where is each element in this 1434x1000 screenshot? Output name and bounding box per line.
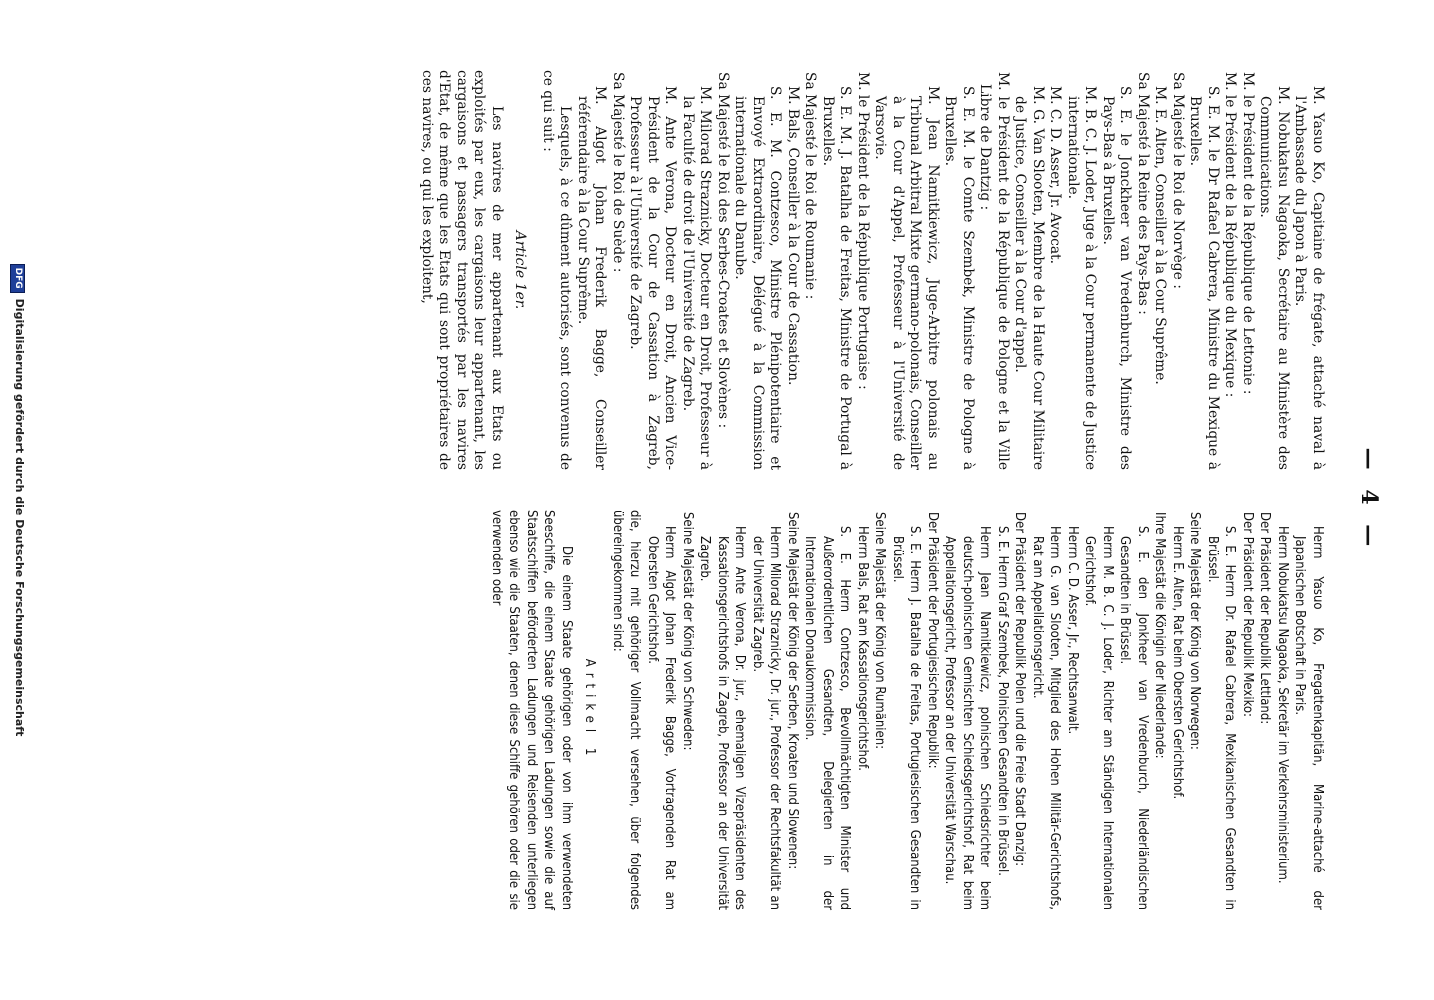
french-paragraph: M. E. Alten, Conseiller à la Cour Suprême.	[1152, 86, 1169, 385]
french-paragraph: M. Jean Namitkiewicz, Juge-Arbitre polonais au Tribunal Arbitral Mixte germano-polonais, Conseiller à la Cour d'Appel, Professeur à l'Université de Varsovie.	[872, 86, 941, 470]
german-paragraph: Der Präsident der Portugiesischen Republik:	[925, 512, 940, 769]
french-paragraph: S. E. M. J. Batalha de Freitas, Ministre de Portugal à Bruxelles.	[820, 86, 854, 470]
german-paragraph: S. E. Herrn Graf Szembek, Polnischen Gesandten in Brüssel.	[995, 526, 1010, 876]
german-paragraph: Die einem Staate gehörigen oder von ihm verwendeten Seeschiffe, die einem Staate gehörigen Ladungen sowie die auf Staatsschiffen beförderten Ladungen und Reisenden unterliegen ebenso wie die Staaten, denen diese Schiffe gehören oder die sie verwenden oder	[489, 510, 574, 910]
footer-credit	[10, 0, 26, 1000]
german-paragraph: Seine Majestät der König von Rumänien:	[872, 512, 888, 750]
french-paragraph: S. E. le Jonckheer van Vredenburch, Ministre des Pays-Bas à Bruxelles.	[1100, 86, 1134, 470]
german-paragraph: Herrn Ante Verona, Dr. jur., ehemaligen Vizepräsidenten des Kassationsgerichtshofs in Zagreb, Professor an der Universität Zagreb.	[697, 526, 748, 910]
footer-credit-text: Digitalisierung gefördert durch die Deutsche Forschungsgemeinschaft	[13, 298, 26, 737]
german-paragraph: Herrn Yasuo Ko, Fregattenkapitän, Marine-attaché der Japanischen Botschaft in Paris.	[1292, 526, 1325, 910]
french-paragraph: Sa Majesté le Roi de Roumanie :	[802, 72, 819, 300]
german-paragraph: Der Präsident der Republik Lettland:	[1257, 512, 1273, 725]
french-paragraph: M. le Président de la République de Pologne et la Ville Libre de Dantzig :	[977, 72, 1011, 470]
french-paragraph: M. G. Van Slooten, Membre de la Haute Cour Militaire de Justice, Conseiller à la Cour d'appel.	[1012, 86, 1046, 470]
french-paragraph: M. Nobukatsu Nagaoka, Secrétaire au Ministère des Communications.	[1257, 86, 1291, 470]
german-paragraph: Der Präsident der Republik Polen und die Freie Stadt Danzig:	[1012, 512, 1028, 867]
german-paragraph: Herrn Nobukatsu Nagaoka, Sekretär im Verkehrsministerium.	[1275, 526, 1290, 884]
french-paragraph: S. E. M. le Comte Szembek, Ministre de Pologne à Bruxelles.	[942, 86, 976, 470]
french-paragraph: Sa Majesté le Roi de Suède :	[610, 72, 626, 273]
german-paragraph: Seine Majestät der König von Norwegen:	[1187, 512, 1203, 750]
french-paragraph: Sa Majesté le Roi des Serbes-Croates et Slovènes :	[715, 72, 731, 429]
german-paragraph: Seine Majestät der König von Schweden:	[680, 512, 695, 751]
german-paragraph: S. E. Herrn Dr. Rafael Cabrera, Mexikanischen Gesandten in Brüssel.	[1205, 526, 1238, 910]
german-paragraph: S. E. Herrn J. Batalha de Freitas, Portugiesischen Gesandten in Brüssel.	[890, 526, 923, 910]
german-paragraph: Ihre Majestät die Königin der Niederlande:	[1152, 512, 1168, 759]
french-paragraph: M. C. D. Asser, Jr. Avocat.	[1047, 86, 1064, 264]
german-paragraph: Herrn G. van Slooten, Mitglied des Hohen Militär-Gerichtshofs, Rat am Appellationsgericht.	[1030, 526, 1063, 910]
german-paragraph: S. E. den Jonkheer van Vredenburch, Niederländischen Gesandten in Brüssel.	[1117, 526, 1150, 910]
french-paragraph: M. le Président de la République du Mexique :	[1222, 72, 1239, 398]
german-paragraph: Herrn Milorad Straznicky, Dr. jur., Professor der Rechtsfakultät an der Universität Zagreb.	[750, 526, 783, 910]
french-paragraph: M. Ante Verona, Docteur en Droit, Ancien Vice-Président de la Cour de Cassation à Zagreb, Professeur à l'Université de Zagreb.	[627, 86, 679, 470]
page-number: — 4 —	[1356, 447, 1382, 553]
french-paragraph: M. Bals, Conseiller à la Cour de Cassation.	[785, 86, 801, 386]
german-paragraph: Herrn M. B. C. J. Loder, Richter am Ständigen Internationalen Gerichtshof.	[1082, 526, 1115, 910]
german-paragraph: Herrn Algot Johan Frederik Bagge, Vortragenden Rat am Obersten Gerichtshof.	[645, 526, 678, 910]
french-paragraph: Les navires de mer appartenant aux Etats ou exploités par eux, les cargaisons leur appartenant, les cargaisons et passagers transportés par les navires d'Etat, de même que les Etats qui sont propriétaires de ces navires, ou qui les exploitent,	[419, 70, 505, 470]
french-paragraph: M. Milorad Straznicky, Docteur en Droit, Professeur à la Faculté de droit de l'Université de Zagreb.	[680, 86, 714, 470]
german-paragraph: Herrn C. D. Asser, Jr., Rechtsanwalt.	[1065, 526, 1080, 735]
french-paragraph: Article 1er.	[512, 230, 529, 310]
german-column	[488, 510, 1327, 910]
french-paragraph: M. le Président de la République Portugaise :	[855, 72, 871, 390]
french-paragraph: Sa Majesté la Reine des Pays-Bas :	[1135, 72, 1151, 315]
french-paragraph: S. E. M. le Dr Rafael Cabrera, Ministre du Mexique à Bruxelles.	[1187, 86, 1221, 470]
french-paragraph: Sa Majesté le Roi de Norvège :	[1170, 72, 1186, 289]
dfg-logo: DFG	[10, 264, 25, 293]
german-paragraph: Herrn Bals, Rat am Kassationsgerichtshof.	[855, 526, 870, 771]
german-paragraph: Herrn E. Alten, Rat beim Obersten Gerichtshof.	[1170, 526, 1185, 800]
german-paragraph: Seine Majestät der König der Serben, Kroaten und Slowenen:	[785, 512, 800, 870]
french-column	[418, 70, 1327, 470]
french-paragraph: M. le Président de la République de Lettonie :	[1240, 72, 1256, 395]
french-paragraph: S. E. M. Contzesco, Ministre Plénipotentiaire et Envoyé Extraordinaire, Délégué à la Commission internationale du Danube.	[732, 86, 784, 470]
german-paragraph: Herrn Jean Namitkiewicz, polnischen Schiedsrichter beim deutsch-polnischen Gemischten Schiedsgerichtshof, Rat beim Appellationsgericht, Professor an der Universität Warschau.	[942, 526, 993, 910]
french-paragraph: Lesquels, à ce dûment autorisés, sont convenus de ce qui suit :	[540, 70, 574, 470]
french-paragraph: M. Yasuo Ko, Capitaine de frégate, attaché naval à l'Ambassade du Japon à Paris.	[1292, 86, 1326, 470]
french-paragraph: M. Algot Johan Frederik Bagge, Conseiller référendaire à la Cour Suprême.	[575, 86, 609, 470]
german-paragraph: Artikel 1	[582, 658, 598, 762]
german-paragraph: S. E. Herrn Contzesco, Bevollmächtigten Minister und Außerordentlichen Gesandten, Delegierten in der Internationalen Donaukommission.	[802, 526, 853, 910]
french-paragraph: M. B. C. J. Loder, Juge à la Cour permanente de Justice internationale.	[1065, 86, 1099, 471]
german-paragraph: die, hierzu mit gehöriger Vollmacht versehen, über folgendes übereingekommen sind:	[610, 510, 643, 910]
german-paragraph: Der Präsident der Republik Mexiko:	[1240, 512, 1255, 717]
